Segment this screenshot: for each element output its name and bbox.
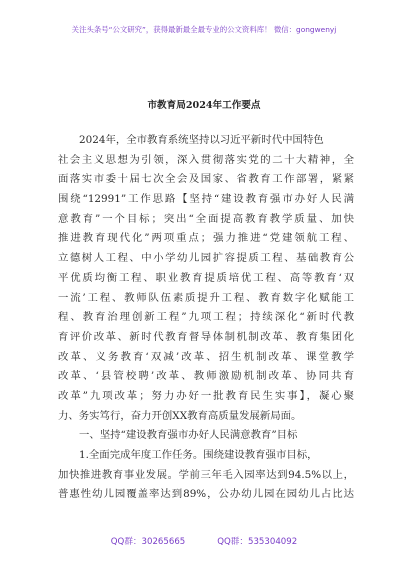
paragraph-line: 程、教育治理创新工程”九项工程；持续深化“新时代教 — [58, 311, 354, 324]
paragraph-line: 普惠性幼儿园覆盖率达到89%，公办幼儿园在园幼儿占比达 — [58, 488, 354, 501]
paragraph-line: 1.全面完成年度工作任务。围绕建设教育强市目标， — [79, 449, 318, 461]
paragraph-line: 意教育”一个目标；突出“全面提高教育教学质量、加快 — [58, 212, 354, 225]
paragraph-line: 一流’工程、教师队伍素质提升工程、教育数字化赋能工 — [58, 291, 354, 304]
section-heading: 一、坚持“建设教育强市办好人民满意教育”目标 — [79, 429, 298, 442]
paragraph-line: 2024年，全市教育系统坚持以习近平新时代中国特色 — [79, 134, 324, 146]
paragraph-line: 改革、义务教育‘双减’改革、招生机制改革、课堂教学 — [58, 350, 354, 363]
paragraph-line: 面落实市委十届七次全会及国家、省教育工作部署，紧紧 — [58, 173, 354, 186]
paragraph-line: 立德树人工程、中小学幼儿园扩容提质工程、基础教育公 — [58, 252, 354, 265]
paragraph-line: 改革”九项改革；努力办好一批教育民生实事】，凝心聚 — [58, 389, 354, 402]
footer-contact — [0, 535, 408, 547]
page-title: 市教育局2024年工作要点 — [147, 100, 261, 111]
paragraph-line: 推进教育现代化”两项重点；强力推进“党建领航工程、 — [58, 232, 354, 245]
paragraph-line: 社会主义思想为引领，深入贯彻落实党的二十大精神，全 — [58, 153, 354, 166]
qq-group-2: QQ群：535304092 — [217, 537, 298, 547]
paragraph-line: 加快推进教育事业发展。学前三年毛入园率达到94.5%以上， — [58, 468, 354, 481]
qq-group-1: QQ群：30265665 — [110, 537, 186, 547]
document-body — [58, 131, 354, 505]
paragraph-line: 力、务实笃行，奋力开创XX教育高质量发展新局面。 — [58, 409, 302, 422]
paragraph-line: 围绕“12991”工作思路【坚持“建设教育强市办好人民满 — [58, 193, 354, 206]
paragraph-line: 改革、‘县管校聘’改革、教师激励机制改革、协同共育 — [58, 370, 354, 383]
header-banner: 关注头条号“公文研究”，获得最新最全最专业的公文资料库！ 微信：gongwenyj — [71, 25, 337, 34]
paragraph-line: 育评价改革、新时代教育督导体制机制改革、教育集团化 — [58, 330, 354, 343]
paragraph-line: 平优质均衡工程、职业教育提质培优工程、高等教育‘双 — [58, 271, 354, 284]
